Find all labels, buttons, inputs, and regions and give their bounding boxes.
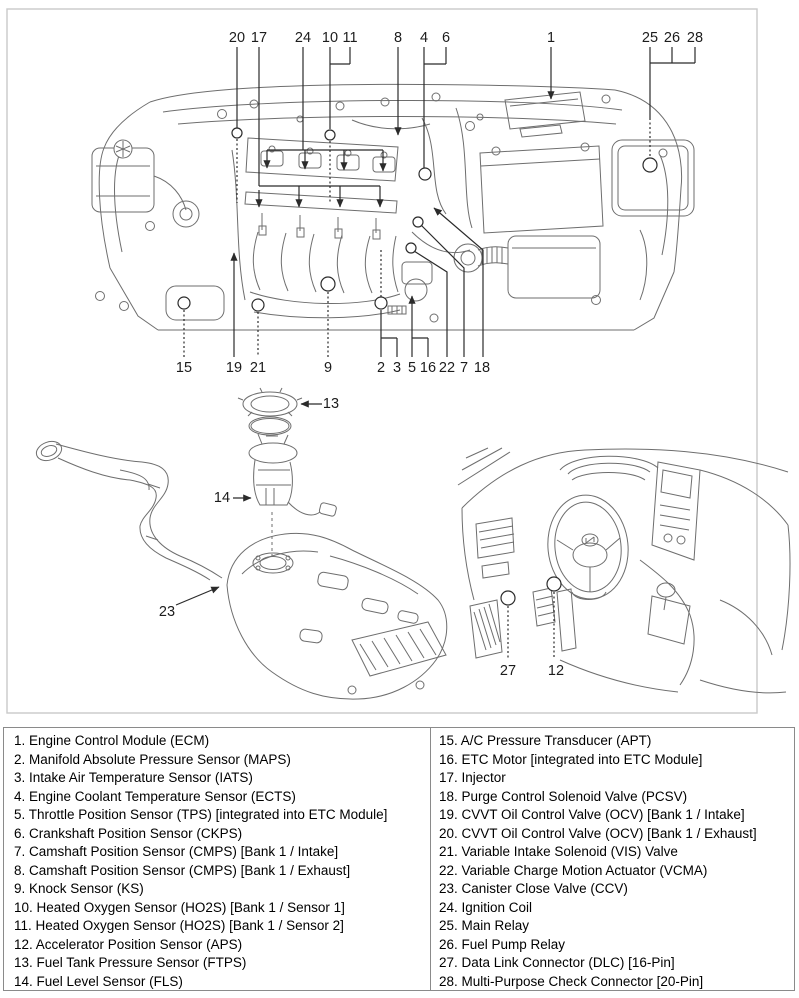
legend-item-9: 9. Knock Sensor (KS) [14, 881, 144, 896]
legend-item-17: 17. Injector [439, 770, 506, 785]
callout-label-25: 25 [641, 29, 659, 46]
legend-item-23: 23. Canister Close Valve (CCV) [439, 881, 628, 896]
callout-label-1: 1 [546, 29, 556, 46]
legend-table [3, 727, 795, 991]
callout-label-2: 2 [376, 359, 386, 376]
legend-item-25: 25. Main Relay [439, 918, 530, 933]
callout-label-26: 26 [663, 29, 681, 46]
callout-label-19: 19 [225, 359, 243, 376]
legend-item-10: 10. Heated Oxygen Sensor (HO2S) [Bank 1 / Sensor 1] [14, 899, 345, 915]
legend-item-16: 16. ETC Motor [integrated into ETC Module] [439, 751, 703, 767]
legend-item-20: 20. CVVT Oil Control Valve (OCV) [Bank 1 / Exhaust] [439, 825, 757, 841]
callout-label-14: 14 [213, 489, 231, 506]
callout-label-23: 23 [158, 603, 176, 620]
callout-label-15: 15 [175, 359, 193, 376]
callout-label-16: 16 [419, 359, 437, 376]
legend-item-13: 13. Fuel Tank Pressure Sensor (FTPS) [14, 955, 247, 970]
callout-label-12: 12 [547, 662, 565, 679]
callout-label-21: 21 [249, 359, 267, 376]
legend-item-15: 15. A/C Pressure Transducer (APT) [439, 733, 652, 748]
legend-item-27: 27. Data Link Connector (DLC) [16-Pin] [439, 955, 675, 970]
legend-item-22: 22. Variable Charge Motion Actuator (VCMA) [439, 862, 708, 878]
callout-label-5: 5 [407, 359, 417, 376]
legend-item-2: 2. Manifold Absolute Pressure Sensor (MAPS) [14, 751, 291, 767]
legend-item-14: 14. Fuel Level Sensor (FLS) [14, 973, 183, 989]
legend-item-4: 4. Engine Coolant Temperature Sensor (ECTS) [14, 788, 296, 804]
legend-column-left [4, 728, 430, 990]
callout-label-10: 10 [321, 29, 339, 46]
callout-label-28: 28 [686, 29, 704, 46]
callout-label-7: 7 [459, 359, 469, 376]
callout-label-24: 24 [294, 29, 312, 46]
callout-label-6: 6 [441, 29, 451, 46]
legend-item-19: 19. CVVT Oil Control Valve (OCV) [Bank 1 / Intake] [439, 807, 745, 822]
legend-item-12: 12. Accelerator Position Sensor (APS) [14, 936, 243, 952]
callout-label-8: 8 [393, 29, 403, 46]
callout-label-3: 3 [392, 359, 402, 376]
callout-label-9: 9 [323, 359, 333, 376]
callout-label-22: 22 [438, 359, 456, 376]
legend-item-5: 5. Throttle Position Sensor (TPS) [integrated into ETC Module] [14, 807, 388, 822]
callout-label-4: 4 [419, 29, 429, 46]
callout-label-20: 20 [228, 29, 246, 46]
legend-item-1: 1. Engine Control Module (ECM) [14, 733, 210, 748]
legend-item-28: 28. Multi-Purpose Check Connector [20-Pin] [439, 973, 704, 989]
legend-item-26: 26. Fuel Pump Relay [439, 936, 566, 952]
hyundai-logo-icon [582, 534, 598, 546]
legend-column-right [430, 728, 794, 990]
legend-item-3: 3. Intake Air Temperature Sensor (IATS) [14, 770, 253, 785]
legend-item-7: 7. Camshaft Position Sensor (CMPS) [Bank 1 / Intake] [14, 844, 339, 859]
engine-bay-illustration [92, 84, 694, 330]
legend-item-6: 6. Crankshaft Position Sensor (CKPS) [14, 825, 243, 841]
legend-item-21: 21. Variable Intake Solenoid (VIS) Valve [439, 844, 678, 859]
legend-item-11: 11. Heated Oxygen Sensor (HO2S) [Bank 1 / Sensor 2] [14, 918, 344, 933]
legend-item-8: 8. Camshaft Position Sensor (CMPS) [Bank 1 / Exhaust] [14, 862, 351, 878]
callout-label-18: 18 [473, 359, 491, 376]
fuel-tank-illustration [34, 388, 447, 699]
callout-label-27: 27 [499, 662, 517, 679]
callout-label-11: 11 [342, 29, 358, 46]
callout-label-17: 17 [250, 29, 268, 46]
legend-item-24: 24. Ignition Coil [439, 899, 533, 915]
callout-label-13: 13 [322, 395, 340, 412]
legend-item-18: 18. Purge Control Solenoid Valve (PCSV) [439, 788, 688, 804]
